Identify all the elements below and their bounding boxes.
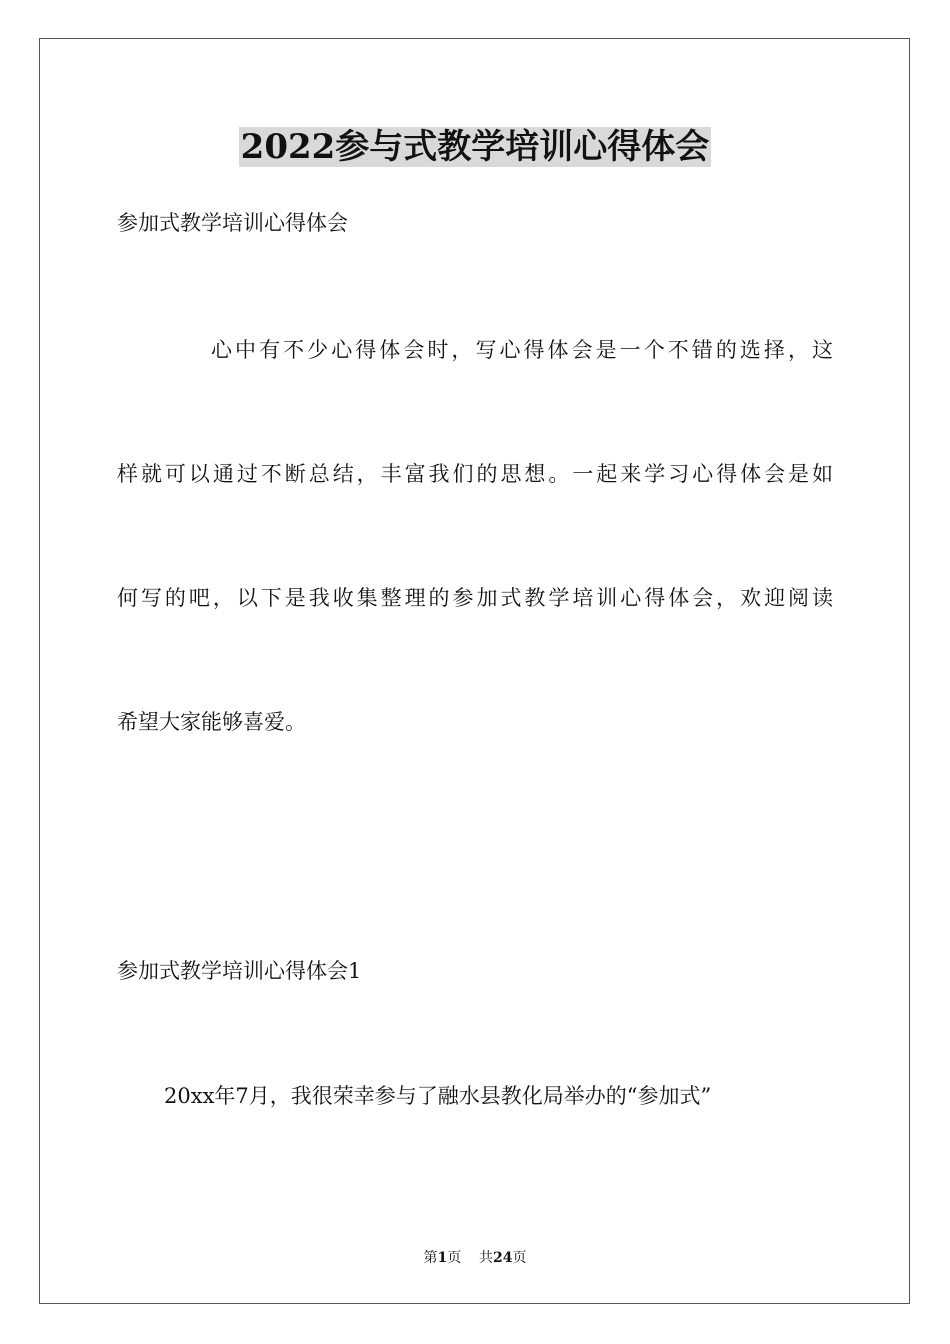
- section-heading: 参加式教学培训心得体会1: [117, 959, 362, 983]
- footer-total-pages: 24: [493, 1250, 513, 1266]
- footer-total-suffix: 页: [512, 1250, 527, 1266]
- footer-page-prefix: 第: [423, 1250, 438, 1266]
- footer-page-number: 1: [437, 1250, 448, 1266]
- footer-total-prefix: 共: [479, 1250, 494, 1266]
- section-paragraph-line-1: 20xx年7月，我很荣幸参与了融水县教化局举办的“参加式”: [164, 1084, 712, 1108]
- intro-line-2: 样就可以通过不断总结，丰富我们的思想。一起来学习心得体会是如: [117, 462, 833, 486]
- intro-line-3: 何写的吧，以下是我收集整理的参加式教学培训心得体会，欢迎阅读: [117, 586, 833, 610]
- intro-paragraph: [117, 335, 833, 737]
- document-title-text: 2022参与式教学培训心得体会: [240, 127, 710, 167]
- intro-line-1: 心中有不少心得体会时，写心得体会是一个不错的选择，这: [211, 338, 833, 362]
- page-footer: [0, 1248, 950, 1268]
- footer-page-suffix: 页: [447, 1250, 462, 1266]
- document-subtitle: 参加式教学培训心得体会: [117, 211, 348, 235]
- document-title: [0, 125, 950, 169]
- intro-line-4: 希望大家能够喜爱。: [117, 710, 306, 734]
